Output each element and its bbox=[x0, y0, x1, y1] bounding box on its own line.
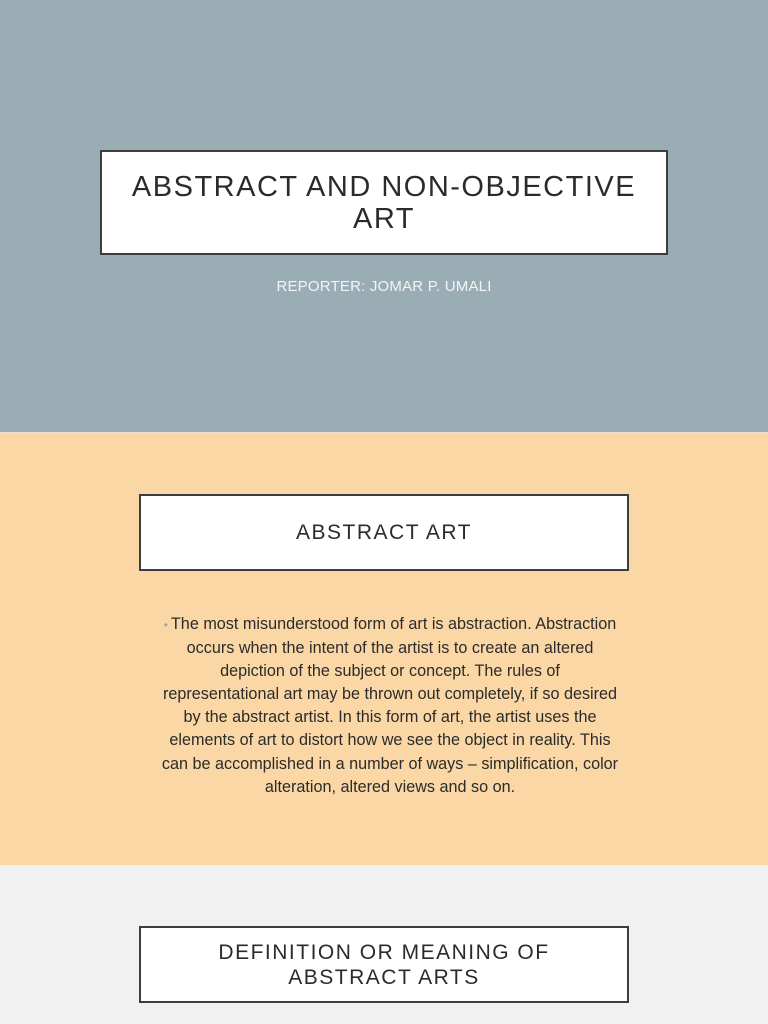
slide-heading-box bbox=[139, 926, 629, 1003]
slide-title-text: ABSTRACT AND NON-OBJECTIVE ART bbox=[131, 170, 637, 235]
slide-title bbox=[0, 0, 768, 432]
reporter-subtitle: REPORTER: JOMAR P. UMALI bbox=[276, 278, 492, 295]
bullet-paragraph bbox=[160, 613, 620, 799]
slide-heading-text: ABSTRACT ART bbox=[296, 520, 472, 544]
bullet-icon: • bbox=[163, 618, 168, 632]
slide-definition bbox=[0, 865, 768, 1024]
slide-title-box bbox=[100, 150, 668, 255]
slide-heading-text: DEFINITION OR MEANING OF ABSTRACT ARTS bbox=[218, 940, 550, 989]
slide-abstract-art bbox=[0, 432, 768, 865]
paragraph-text: The most misunderstood form of art is abstraction. Abstraction occurs when the intent of the artist is to create an altered depiction of the subject or concept. The rules of representational art may be thrown out completely, if so desired by the abstract artist. In this form of art, the artist uses the elements of art to distort how we see the object in reality. This can be accomplished in a number of ways – simplification, color alteration, altered views and so on. bbox=[161, 615, 619, 796]
slide-heading-box bbox=[139, 494, 629, 571]
